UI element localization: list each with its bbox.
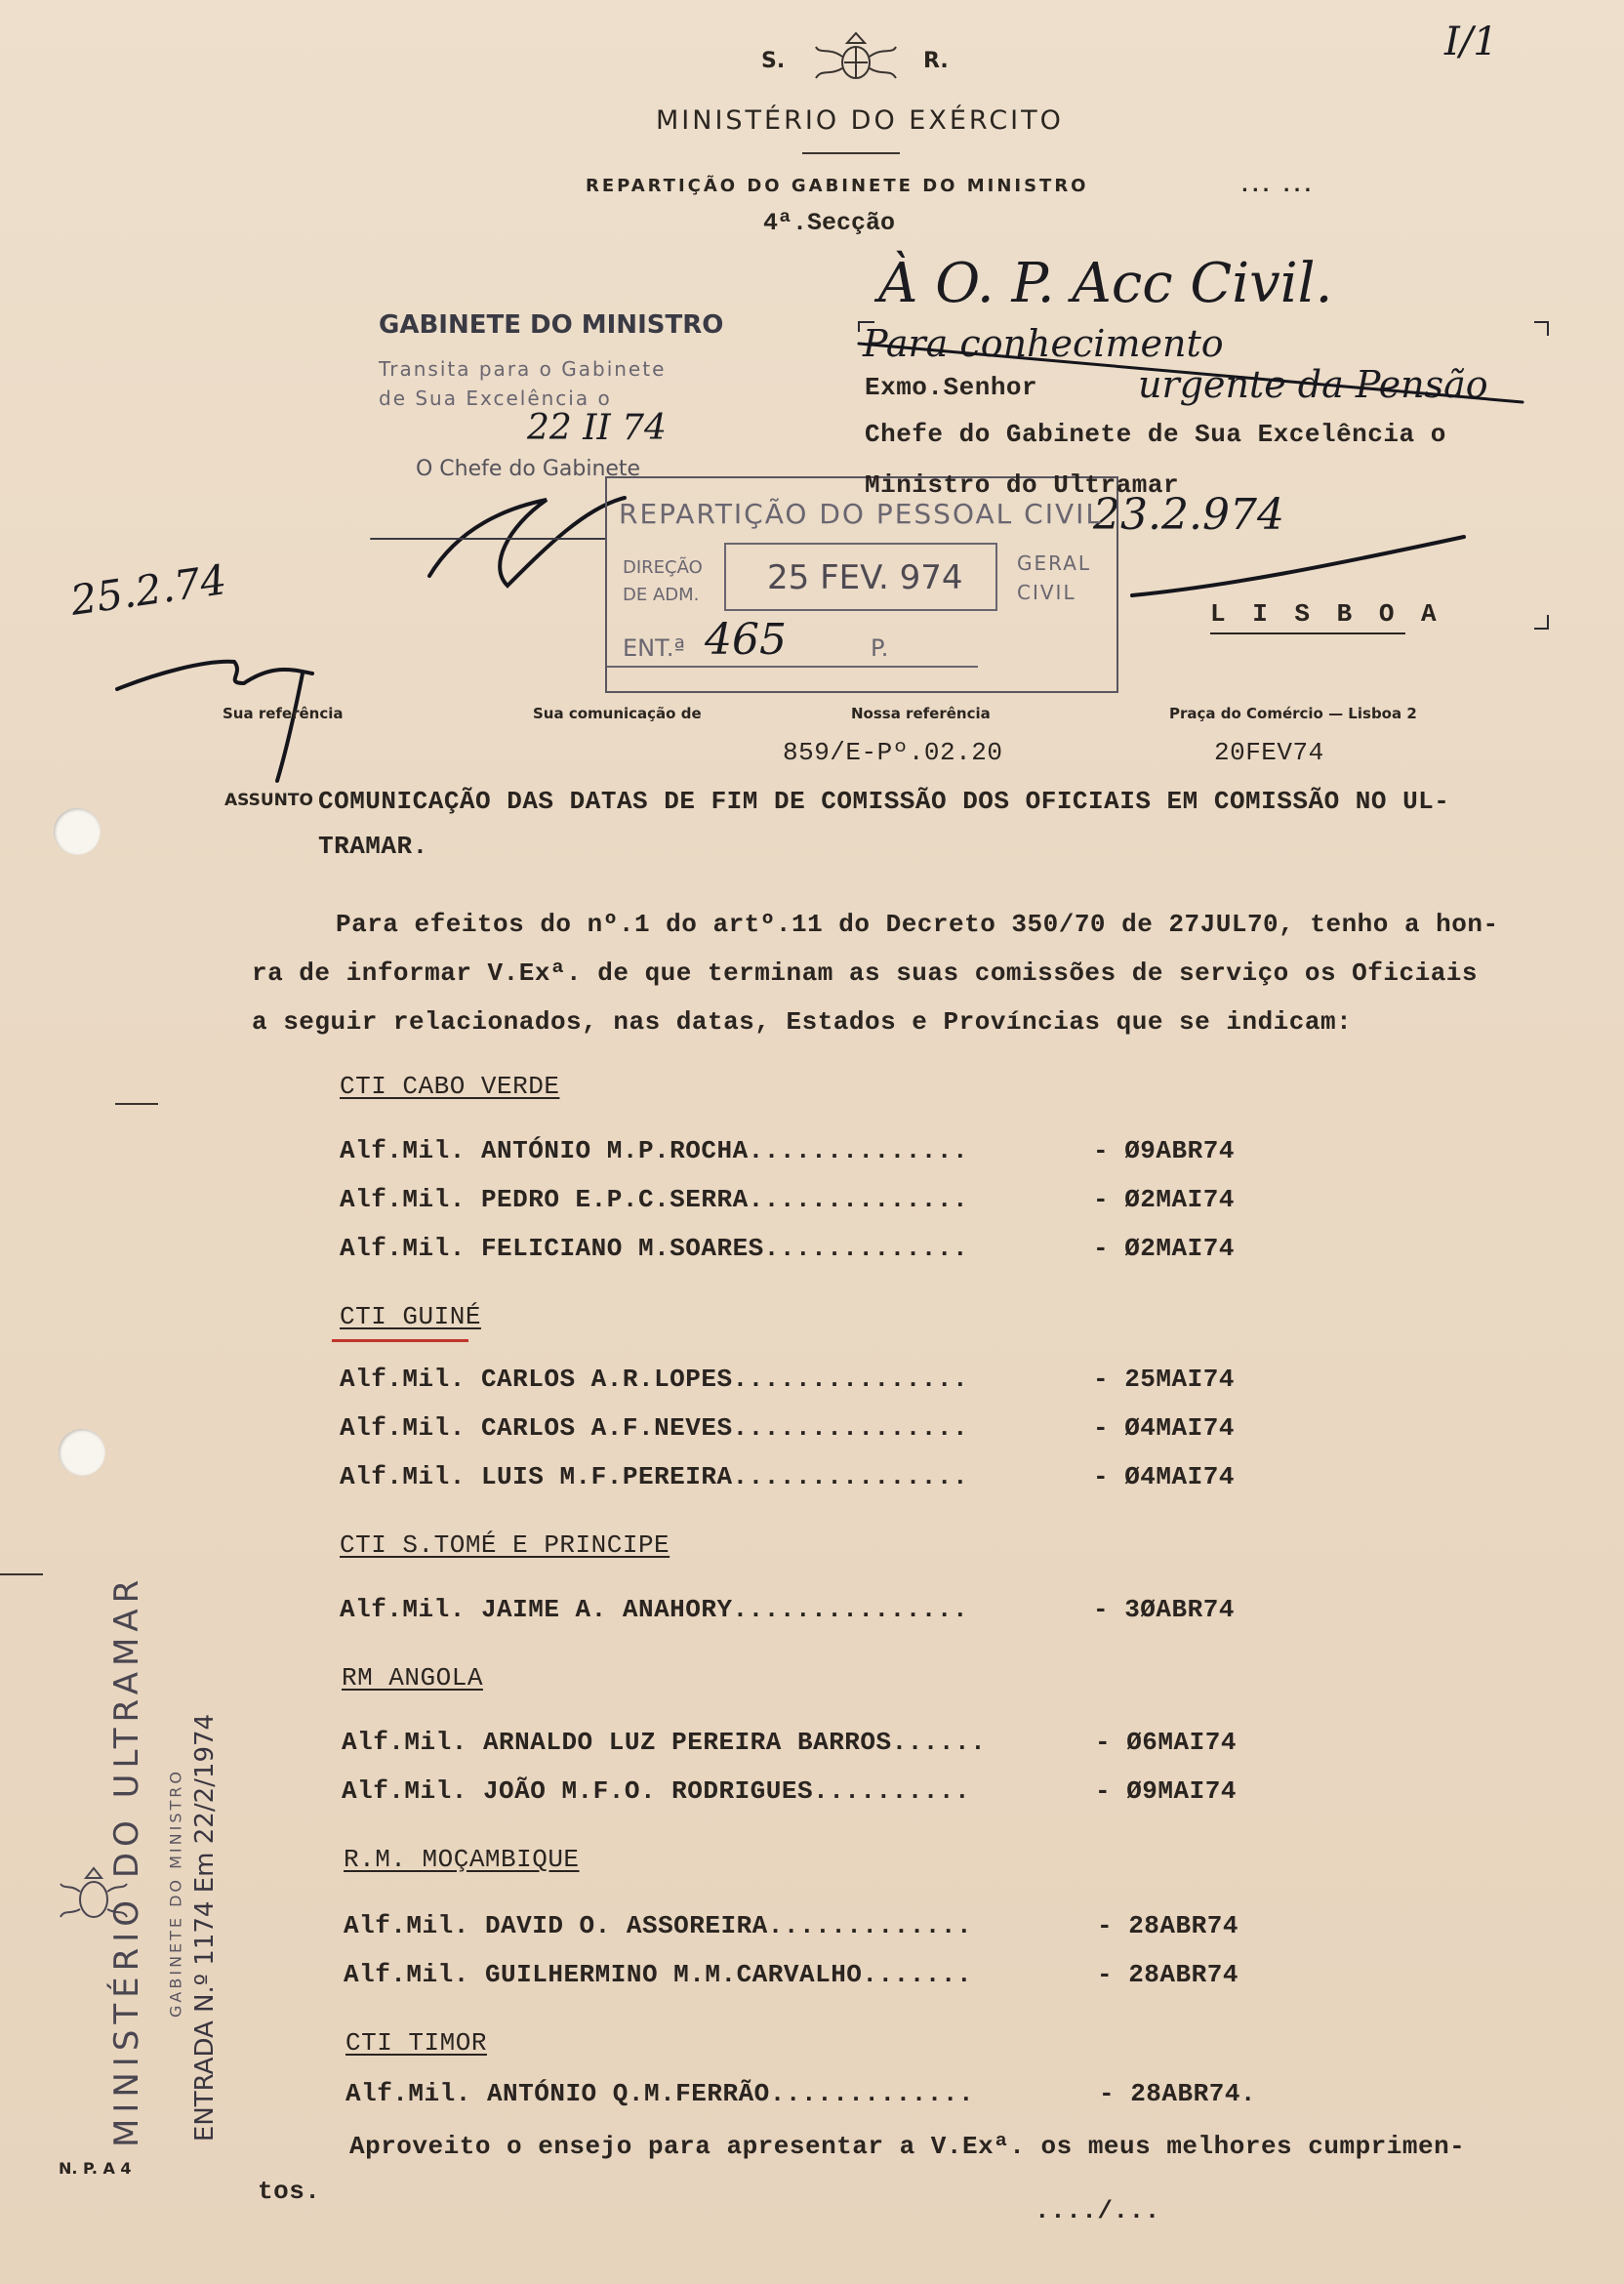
officer-end-date: - 28ABR74. [1099,2079,1257,2108]
sua-comunicacao-label: Sua comunicação de [533,705,702,722]
handwritten-date-right: 23.2.974 [1093,490,1284,540]
group-title: CTI TIMOR [345,2028,487,2058]
officer-entry [342,1728,986,1757]
officer-entry [342,1776,970,1806]
officer-rank: Alf.Mil. [340,1413,466,1443]
officer-rank: Alf.Mil. [340,1462,466,1491]
officer-entry [345,2079,974,2108]
officer-entry [340,1413,968,1443]
gabinete-stamp-date: 22 II 74 [527,408,667,448]
addressee-line2: Chefe do Gabinete de Sua Excelência o [865,420,1446,449]
officer-name: PEDRO E.P.C.SERRA.............. [480,1185,969,1214]
officer-name: ANTÓNIO M.P.ROCHA.............. [480,1136,969,1165]
officer-name: JOÃO M.F.O. RODRIGUES.......... [482,1776,971,1806]
officer-rank: Alf.Mil. [345,2079,471,2108]
group-title: CTI CABO VERDE [340,1072,560,1101]
addressee-line3: Ministro do Ultramar [865,470,1180,500]
officer-entry [340,1136,968,1165]
s-letter: S. [761,49,786,73]
subject-line1: COMUNICAÇÃO DAS DATAS DE FIM DE COMISSÃO DOS OFICIAIS EM COMISSÃO NO UL- [318,787,1450,816]
officer-end-date: - 28ABR74 [1097,1960,1238,1989]
officer-rank: Alf.Mil. [340,1365,466,1394]
reparticao-direcao-label: DIREÇÃO DE ADM. [623,557,703,605]
officer-name: LUIS M.F.PEREIRA............... [480,1462,969,1491]
group-title: R.M. MOÇAMBIQUE [344,1845,580,1874]
officer-end-date: - Ø6MAI74 [1095,1728,1237,1757]
addressee-salutation: Exmo.Senhor [865,373,1038,402]
footer-form-code: N. P. A 4 [59,2159,132,2178]
officer-rank: Alf.Mil. [344,1960,469,1989]
ministry-title: MINISTÉRIO DO EXÉRCITO [656,105,1064,136]
closing-line-1: Aproveito o ensejo para apresentar a V.Exª. os meus melhores cumprimen- [349,2132,1466,2161]
section-label: 4ª.Secção [763,209,896,237]
officer-end-date: - Ø9ABR74 [1093,1136,1235,1165]
officer-entry [340,1462,968,1491]
officer-end-date: - Ø2MAI74 [1093,1234,1235,1263]
officer-end-date: - Ø9MAI74 [1095,1776,1237,1806]
body-line-1: Para efeitos do nº.1 do artº.11 do Decreto 350/70 de 27JUL70, tenho a hon- [336,910,1499,939]
officer-end-date: - Ø2MAI74 [1093,1185,1235,1214]
officer-end-date: - Ø4MAI74 [1093,1462,1235,1491]
bracket-top-right [1534,322,1548,336]
closing-line-2: tos. [258,2177,321,2206]
corner-note: I/1 [1444,20,1498,64]
reparticao-entrada-number: 465 [705,615,787,665]
gabinete-stamp-title: GABINETE DO MINISTRO [379,310,724,340]
gabinete-stamp-line3: O Chefe do Gabinete [416,457,641,481]
officer-entry [344,1911,972,1940]
handwritten-note-line3: urgente da Pensão [1138,363,1488,406]
officer-rank: Alf.Mil. [340,1185,466,1214]
handwritten-note-line2: Para conhecimento [863,322,1224,365]
signature-tail [277,673,303,781]
r-letter: R. [923,49,949,73]
signature-stroke-left [117,662,312,689]
reparticao-entrada-label: ENT.ª [623,634,685,662]
handwritten-date-left: 25.2.74 [67,555,229,625]
officer-name: GUILHERMINO M.M.CARVALHO....... [484,1960,973,1989]
side-stamp-ministry: MINISTÉRIO DO ULTRAMAR [107,1573,146,2147]
reparticao-stamp-title: REPARTIÇÃO DO PESSOAL CIVIL [619,498,1103,530]
reparticao-stamp-date: 25 FEV. 974 [767,558,963,597]
bracket-top-left [859,322,874,332]
officer-entry [340,1185,968,1214]
officer-end-date: - Ø4MAI74 [1093,1413,1235,1443]
officer-end-date: - 25MAI74 [1093,1365,1235,1394]
group-title: CTI GUINÉ [340,1302,481,1331]
officer-end-date: - 3ØABR74 [1093,1595,1235,1624]
bracket-bottom-right [1534,615,1548,629]
gabinete-stamp-line2: de Sua Excelência o [379,387,612,410]
side-stamp-cabinet: GABINETE DO MINISTRO [166,1769,185,2018]
red-underline-mark [332,1339,468,1342]
officer-end-date: - 28ABR74 [1097,1911,1238,1940]
subject-line2: TRAMAR. [318,832,428,861]
group-title: CTI S.TOMÉ E PRINCIPE [340,1530,670,1560]
margin-mark-1 [115,1103,158,1105]
continuation-mark: ..../... [1035,2196,1160,2225]
strike-line [1132,537,1464,595]
officer-entry [340,1365,968,1394]
gabinete-stamp-line1: Transita para o Gabinete [379,357,667,381]
subject-label: ASSUNTO [224,791,313,810]
reparticao-p-label: P. [871,634,889,662]
sua-referencia-label: Sua referência [223,705,344,722]
group-title: RM ANGOLA [342,1663,483,1693]
officer-entry [340,1595,968,1624]
reparticao-bottom-rule [607,666,978,668]
officer-name: ANTÓNIO Q.M.FERRÃO............. [486,2079,975,2108]
nossa-referencia-value: 859/E-Pº.02.20 [783,738,1003,767]
reparticao-geral-label: GERAL CIVIL [1017,551,1092,604]
officer-name: CARLOS A.F.NEVES............... [480,1413,969,1443]
signature-stroke-center [429,498,625,586]
officer-name: CARLOS A.R.LOPES............... [480,1365,969,1394]
officer-entry [340,1234,968,1263]
officer-name: JAIME A. ANAHORY............... [480,1595,969,1624]
margin-mark-2 [0,1573,43,1575]
side-stamp-entry: ENTRADA N.º 1174 Em 22/2/1974 [190,1713,220,2142]
body-line-2: ra de informar V.Exª. de que terminam as suas comissões de serviço os Oficiais [252,958,1478,988]
header-dots: ... ... [1241,176,1316,196]
officer-entry [344,1960,972,1989]
officer-rank: Alf.Mil. [340,1234,466,1263]
officer-name: FELICIANO M.SOARES............. [480,1234,969,1263]
handwritten-note-line1: À O. P. Acc Civil. [878,252,1333,315]
officer-rank: Alf.Mil. [342,1776,467,1806]
address-label: Praça do Comércio — Lisboa 2 [1169,705,1417,722]
punch-hole-bottom [59,1429,105,1476]
officer-rank: Alf.Mil. [340,1136,466,1165]
nossa-referencia-label: Nossa referência [851,705,991,722]
officer-name: ARNALDO LUZ PEREIRA BARROS...... [482,1728,987,1757]
officer-rank: Alf.Mil. [344,1911,469,1940]
department-title: REPARTIÇÃO DO GABINETE DO MINISTRO [586,176,1089,196]
document-date: 20FEV74 [1214,738,1324,767]
city-underline [1210,632,1405,634]
officer-rank: Alf.Mil. [342,1728,467,1757]
officer-rank: Alf.Mil. [340,1595,466,1624]
reparticao-stamp [605,476,1118,693]
officer-name: DAVID O. ASSOREIRA............. [484,1911,973,1940]
body-line-3: a seguir relacionados, nas datas, Estados e Províncias que se indicam: [252,1007,1353,1037]
addressee-city: L I S B O A [1210,599,1442,629]
